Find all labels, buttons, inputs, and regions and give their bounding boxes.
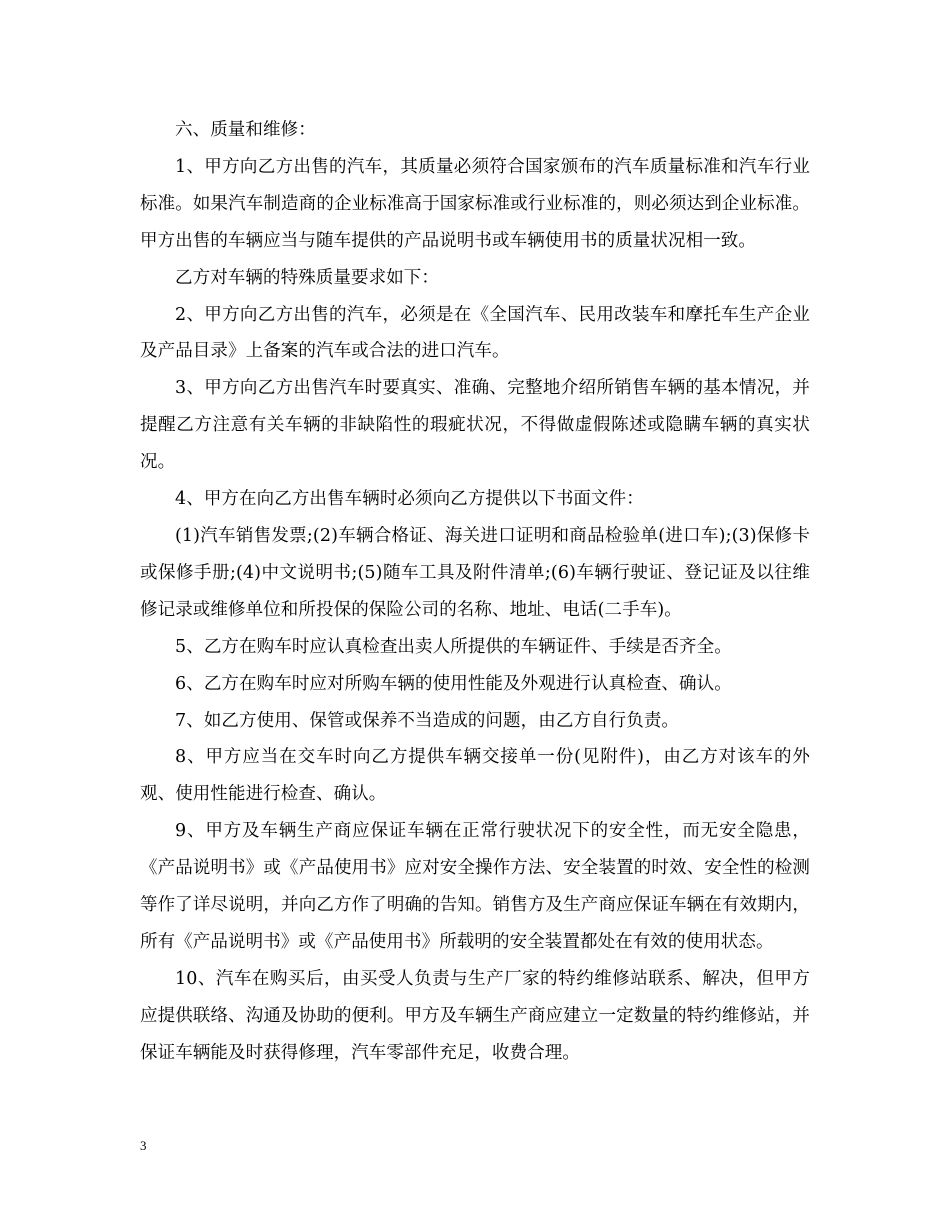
- clause-7: 7、如乙方使用、保管或保养不当造成的问题，由乙方自行负责。: [175, 710, 680, 731]
- page-number: 3: [140, 1138, 147, 1153]
- clause-1: 1、甲方向乙方出售的汽车，其质量必须符合国家颁布的汽车质量标准和汽车行业标准。如果汽车制造商的企业标准高于国家标准或行业标准的，则必须达到企业标准。甲方出售的车辆应当与随车提供的产品说明书或车辆使用书的质量状况相一致。: [140, 156, 810, 251]
- clause-9: 9、甲方及车辆生产商应保证车辆在正常行驶状况下的安全性，而无安全隐患，《产品说明书》或《产品使用书》应对安全操作方法、安全装置的时效、安全性的检测等作了详尽说明，并向乙方作了明确的告知。销售方及生产商应保证车辆在有效期内，所有《产品说明书》或《产品使用书》所载明的安全装置都处在有效的使用状态。: [140, 821, 810, 952]
- clause-2: 2、甲方向乙方出售的汽车，必须是在《全国汽车、民用改装车和摩托车生产企业及产品目录》上备案的汽车或合法的进口汽车。: [140, 304, 810, 362]
- clause-4-document-list: (1)汽车销售发票;(2)车辆合格证、海关进口证明和商品检验单(进口车);(3)保修卡或保修手册;(4)中文说明书;(5)随车工具及附件清单;(6)车辆行驶证、登记证及以往维修记录或维修单位和所投保的保险公司的名称、地址、电话(二手车)。: [140, 525, 810, 620]
- clause-8: 8、甲方应当在交车时向乙方提供车辆交接单一份(见附件)，由乙方对该车的外观、使用性能进行检查、确认。: [140, 747, 810, 805]
- special-quality-requirements: 乙方对车辆的特殊质量要求如下：: [175, 267, 439, 288]
- document-body: [140, 112, 810, 1072]
- clause-5: 5、乙方在购车时应认真检查出卖人所提供的车辆证件、手续是否齐全。: [175, 636, 732, 657]
- section-heading-quality-repair: 六、质量和维修：: [175, 120, 316, 140]
- clause-4: 4、甲方在向乙方出售车辆时必须向乙方提供以下书面文件：: [175, 489, 644, 510]
- clause-6: 6、乙方在购车时应对所购车辆的使用性能及外观进行认真检查、确认。: [175, 673, 732, 694]
- clause-10: 10、汽车在购买后，由买受人负责与生产厂家的特约维修站联系、解决，但甲方应提供联络、沟通及协助的便利。甲方及车辆生产商应建立一定数量的特约维修站，并保证车辆能及时获得修理，汽车零部件充足，收费合理。: [140, 968, 810, 1063]
- clause-3: 3、甲方向乙方出售汽车时要真实、准确、完整地介绍所销售车辆的基本情况，并提醒乙方注意有关车辆的非缺陷性的瑕疵状况，不得做虚假陈述或隐瞒车辆的真实状况。: [140, 378, 810, 473]
